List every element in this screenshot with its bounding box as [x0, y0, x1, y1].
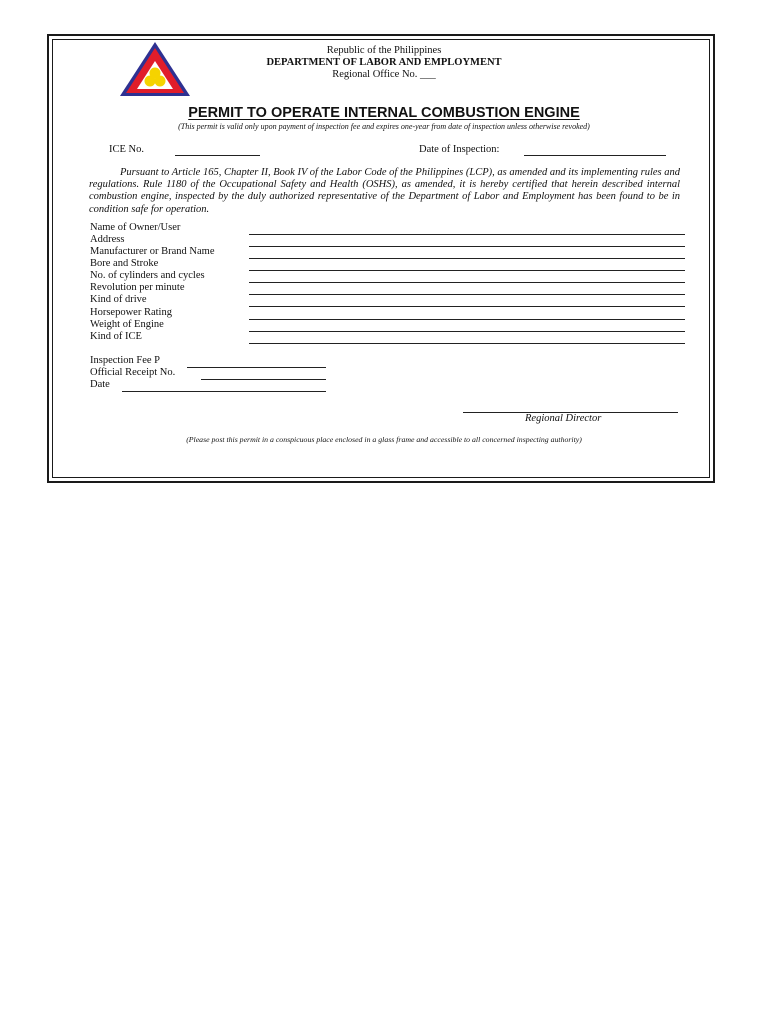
owner-name-label: Name of Owner/User — [90, 222, 181, 233]
owner-name-field[interactable] — [249, 234, 685, 235]
bore-stroke-field[interactable] — [249, 270, 685, 271]
horsepower-label: Horsepower Rating — [90, 307, 172, 318]
kind-of-drive-field[interactable] — [249, 306, 685, 307]
regional-office-heading: Regional Office No. ___ — [332, 69, 436, 80]
cylinders-cycles-field[interactable] — [249, 282, 685, 283]
kind-of-drive-label: Kind of drive — [90, 294, 147, 305]
permit-validity-note: (This permit is valid only upon payment of inspection fee and expires one-year from date of inspection unless otherwise revoked) — [178, 122, 590, 131]
kind-of-ice-field[interactable] — [249, 343, 685, 344]
manufacturer-label: Manufacturer or Brand Name — [90, 246, 215, 257]
inspection-fee-label: Inspection Fee P — [90, 355, 160, 366]
regional-director-label: Regional Director — [525, 413, 602, 424]
official-receipt-field[interactable] — [201, 379, 326, 380]
ice-no-label: ICE No. — [109, 144, 144, 155]
payment-date-field[interactable] — [122, 391, 326, 392]
engine-weight-field[interactable] — [249, 331, 685, 332]
department-heading: DEPARTMENT OF LABOR AND EMPLOYMENT — [266, 57, 502, 68]
engine-weight-label: Weight of Engine — [90, 319, 164, 330]
inspection-fee-field[interactable] — [187, 367, 326, 368]
cylinders-cycles-label: No. of cylinders and cycles — [90, 270, 205, 281]
bore-stroke-label: Bore and Stroke — [90, 258, 159, 269]
date-of-inspection-label: Date of Inspection: — [419, 144, 500, 155]
address-field[interactable] — [249, 246, 685, 247]
posting-instruction-note: (Please post this permit in a conspicuous place enclosed in a glass frame and accessible to all concerned inspecting authority) — [186, 435, 582, 444]
ice-no-field[interactable] — [175, 155, 260, 156]
date-of-inspection-field[interactable] — [524, 155, 666, 156]
kind-of-ice-label: Kind of ICE — [90, 331, 142, 342]
rpm-label: Revolution per minute — [90, 282, 185, 293]
horsepower-field[interactable] — [249, 319, 685, 320]
rpm-field[interactable] — [249, 294, 685, 295]
payment-date-label: Date — [90, 379, 110, 390]
permit-title-text: PERMIT TO OPERATE INTERNAL COMBUSTION ENGINE — [188, 105, 580, 121]
official-receipt-label: Official Receipt No. — [90, 367, 176, 378]
republic-heading: Republic of the Philippines — [326, 45, 442, 56]
manufacturer-field[interactable] — [249, 258, 685, 259]
certification-paragraph: Pursuant to Article 165, Chapter II, Book IV of the Labor Code of the Philippines (LCP), as amended and its implementing rules and regulations. Rule 1180 of the Occupational Safety and Health (OSHS), as amended, it is hereby certified that herein described internal combustion engine, inspected by the duly authorized representative of the Department of Labor and Employment has been found to be in condition safe for operation. — [89, 167, 680, 215]
address-label: Address — [90, 234, 125, 245]
permit-title — [0, 105, 768, 122]
